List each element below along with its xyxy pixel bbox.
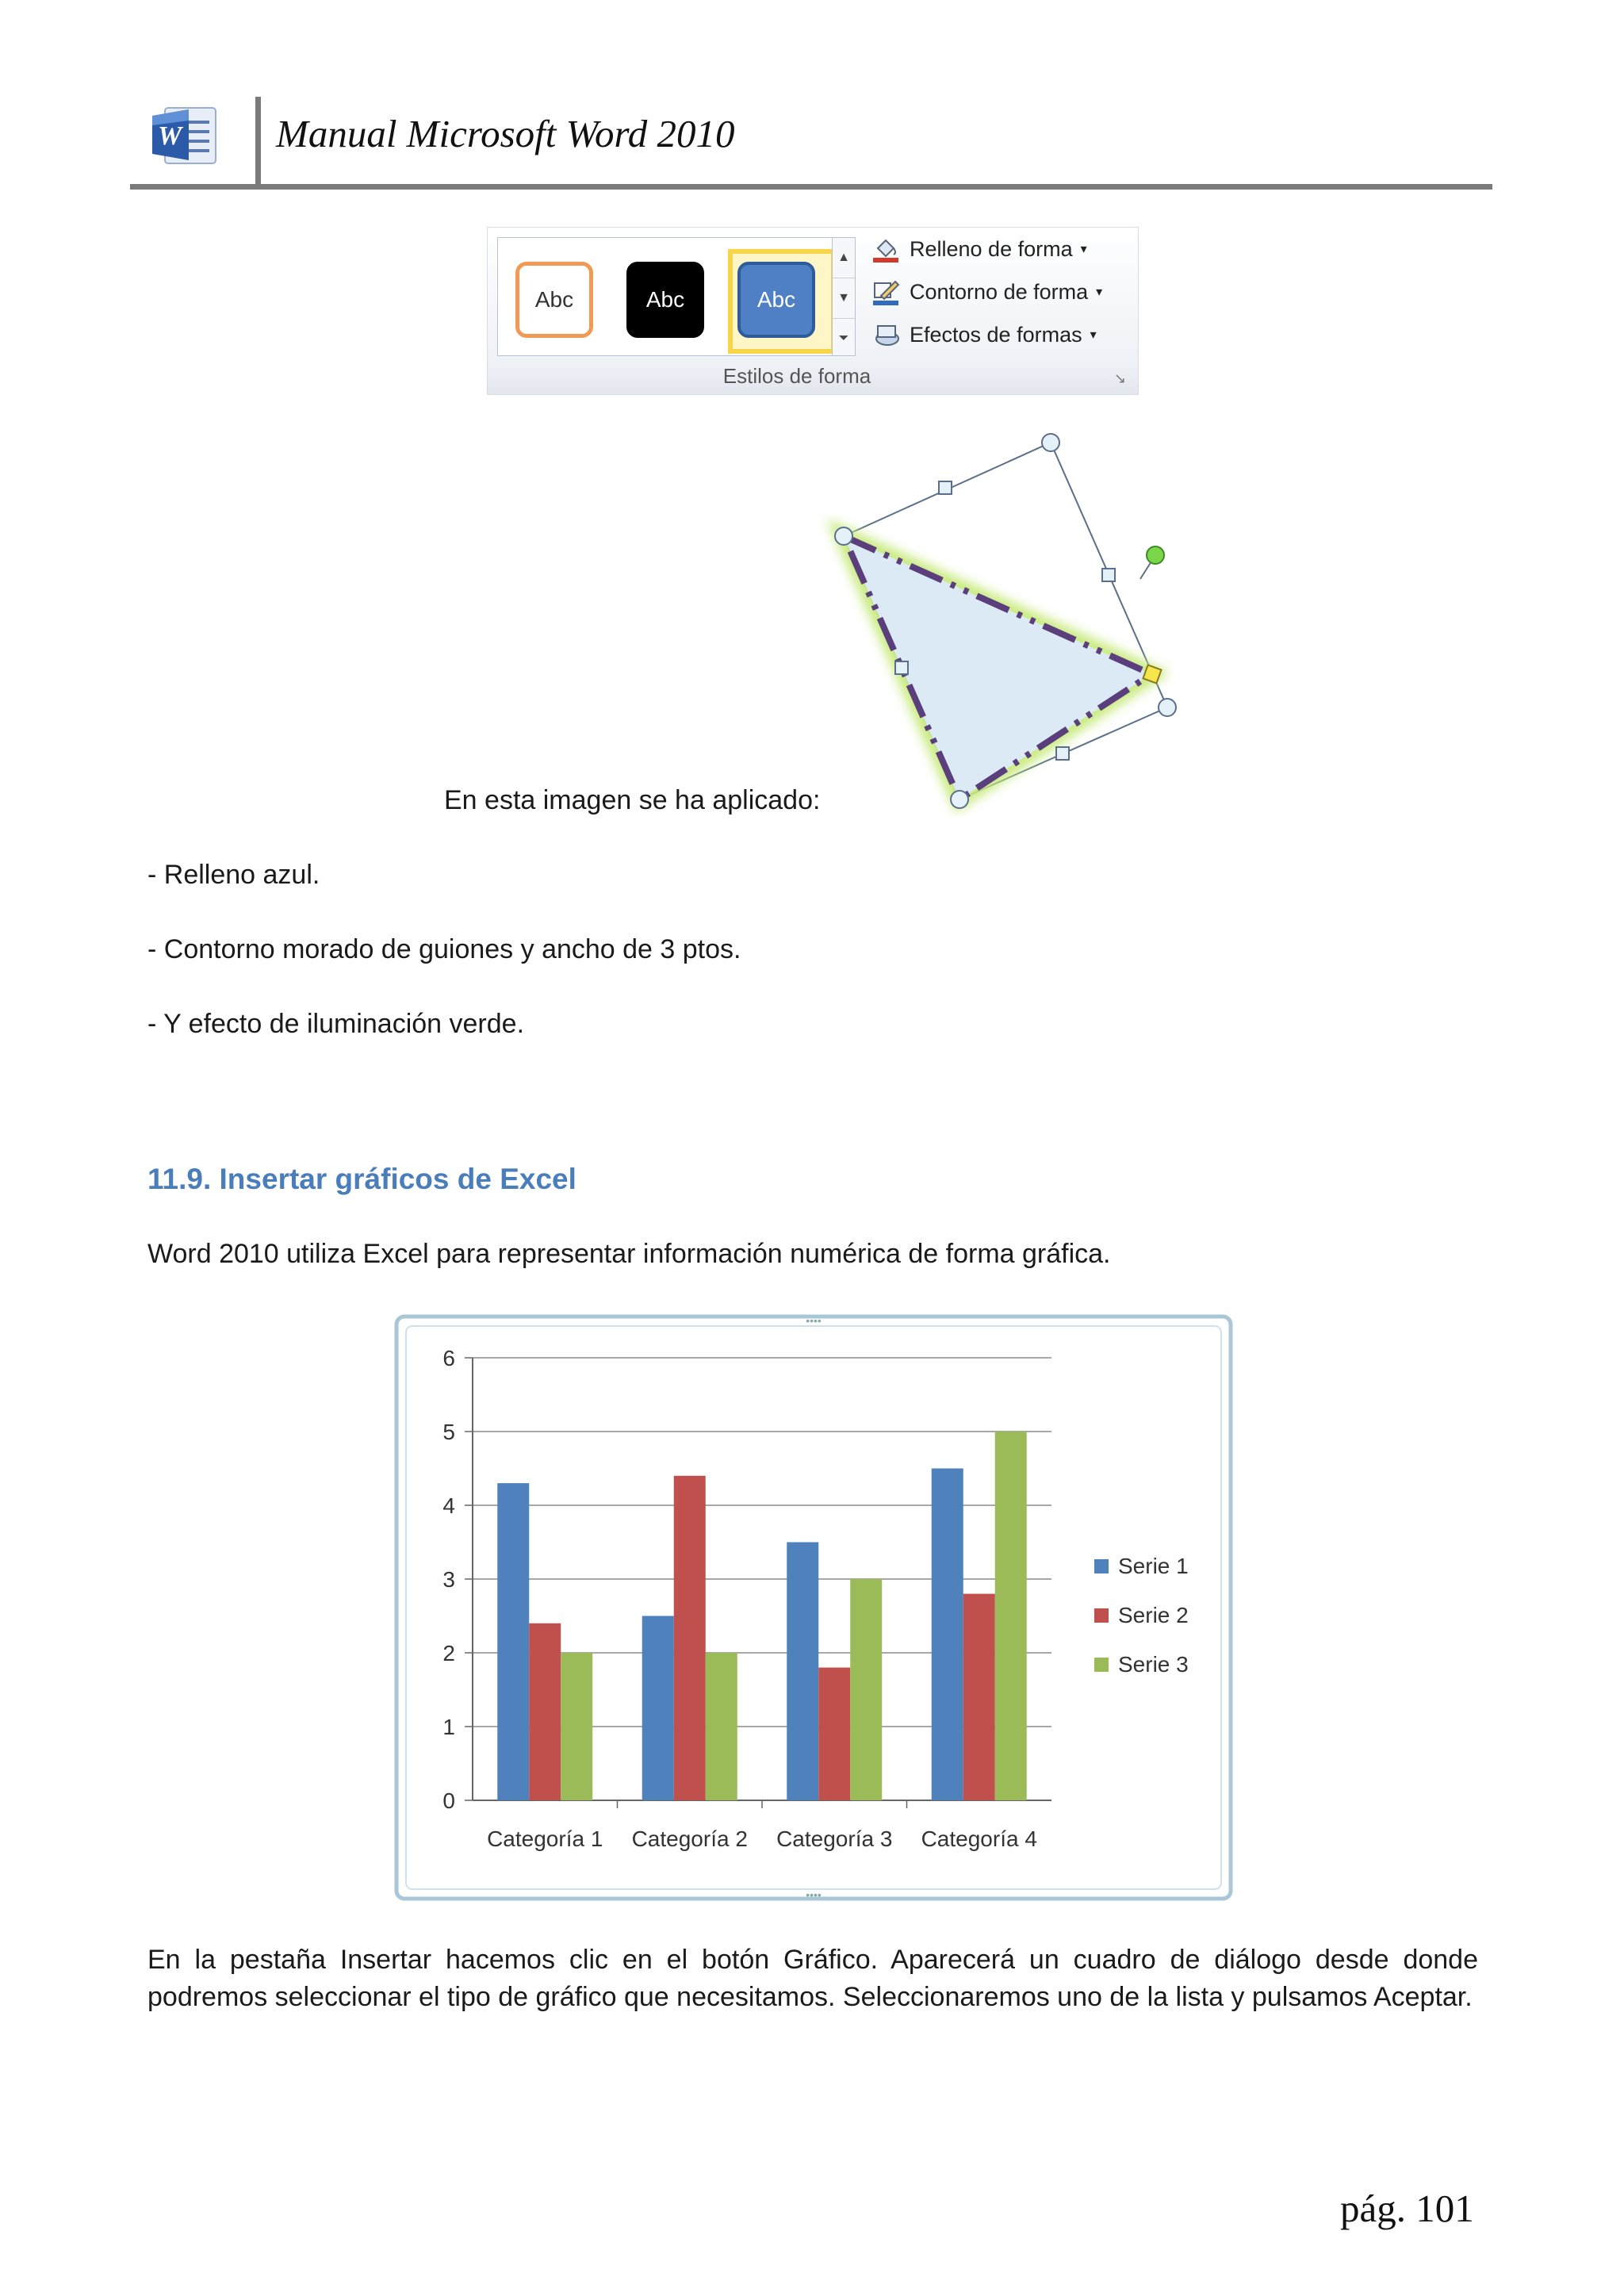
bar-serie-1-cat-4[interactable] (932, 1469, 963, 1801)
bullet-outline: - Contorno morado de guiones y ancho de 3 ptos. (147, 934, 741, 964)
bar-serie-2-cat-4[interactable] (963, 1594, 995, 1800)
page-number: pág. 101 (1340, 2187, 1474, 2230)
legend-swatch (1094, 1559, 1109, 1573)
gallery-scrollbar[interactable] (832, 237, 856, 356)
bar-serie-1-cat-2[interactable] (642, 1616, 674, 1801)
bar-serie-3-cat-4[interactable] (995, 1432, 1027, 1800)
gallery-more-icon[interactable]: ⏷ (838, 332, 849, 345)
scroll-down-icon[interactable]: ▼ (833, 278, 855, 319)
section-heading: 11.9. Insertar gráficos de Excel (147, 1163, 576, 1195)
chevron-down-icon: ▾ (1080, 243, 1087, 256)
bullet-glow: - Y efecto de iluminación verde. (147, 1009, 525, 1039)
legend-entry: Serie 1 (1118, 1554, 1189, 1578)
y-tick-label: 4 (442, 1493, 455, 1518)
shape-style-gallery (497, 237, 843, 356)
pencil-outline-icon (871, 278, 902, 305)
legend-entry: Serie 3 (1118, 1652, 1189, 1677)
chevron-down-icon: ▾ (1090, 328, 1097, 342)
y-tick-label: 2 (442, 1641, 455, 1665)
legend-swatch (1094, 1608, 1109, 1623)
shape-style-orange-outline[interactable]: Abc (515, 262, 593, 338)
bar-serie-3-cat-3[interactable] (850, 1579, 882, 1800)
bar-serie-1-cat-3[interactable] (787, 1543, 818, 1801)
y-tick-label: 5 (442, 1420, 455, 1444)
ribbon-group-label: Estilos de forma (722, 364, 871, 388)
shape-fill-button[interactable] (871, 236, 1087, 263)
shape-effects-icon (871, 321, 902, 348)
ribbon-shape-styles-group (487, 227, 1139, 395)
shape-outline-label: Contorno de forma (910, 279, 1089, 304)
bar-serie-2-cat-2[interactable] (674, 1476, 706, 1800)
shape-fill-label: Relleno de forma (910, 236, 1073, 261)
header-rule (130, 184, 1492, 190)
shape-effects-button[interactable] (871, 321, 1097, 348)
body-paragraph: En la pestaña Insertar hacemos clic en el botón Gráfico. Aparecerá un cuadro de diálogo desde donde podremos seleccionar el tipo de gráfico que necesitamos. Seleccionaremos uno de la lista y pulsamos Aceptar. (147, 1945, 1478, 2012)
bar-serie-2-cat-3[interactable] (818, 1668, 850, 1800)
y-tick-label: 1 (442, 1715, 455, 1739)
x-category-label: Categoría 2 (631, 1826, 748, 1851)
x-category-label: Categoría 3 (776, 1826, 893, 1851)
shape-style-blue[interactable]: Abc (737, 262, 815, 338)
shape-style-black[interactable]: Abc (626, 262, 704, 338)
dialog-launcher-icon[interactable]: ↘ (1114, 370, 1127, 386)
x-category-label: Categoría 4 (921, 1826, 1037, 1851)
header-title: Manual Microsoft Word 2010 (276, 112, 735, 155)
bullet-fill: - Relleno azul. (147, 860, 320, 890)
shape-outline-button[interactable] (871, 278, 1102, 305)
chevron-down-icon: ▾ (1096, 286, 1103, 299)
bar-serie-3-cat-2[interactable] (706, 1653, 737, 1800)
svg-text:W: W (158, 121, 182, 151)
x-category-label: Categoría 1 (487, 1826, 603, 1851)
word-logo-icon (147, 102, 224, 170)
y-tick-label: 0 (442, 1788, 455, 1813)
figure-caption: En esta imagen se ha aplicado: (444, 785, 821, 815)
bar-serie-3-cat-1[interactable] (561, 1653, 592, 1800)
scroll-up-icon[interactable]: ▲ (833, 238, 855, 278)
chart-drag-handle[interactable]: •••• (806, 1888, 822, 1901)
rotate-handle[interactable] (1147, 546, 1164, 564)
y-tick-label: 3 (442, 1567, 455, 1592)
legend-entry: Serie 2 (1118, 1603, 1189, 1627)
bar-serie-1-cat-1[interactable] (497, 1483, 529, 1800)
shape-effects-label: Efectos de formas (910, 322, 1082, 347)
paint-bucket-icon (871, 236, 902, 263)
y-tick-label: 6 (442, 1346, 455, 1370)
triangle-shape-figure (809, 420, 1221, 817)
header-divider (255, 97, 261, 184)
legend-swatch (1094, 1658, 1109, 1672)
bar-chart (393, 1313, 1234, 1902)
chart-container[interactable] (393, 1313, 1234, 1902)
bar-serie-2-cat-1[interactable] (529, 1623, 561, 1800)
chart-drag-handle[interactable]: •••• (806, 1314, 822, 1327)
intro-text: Word 2010 utiliza Excel para representar información numérica de forma gráfica. (147, 1239, 1111, 1269)
